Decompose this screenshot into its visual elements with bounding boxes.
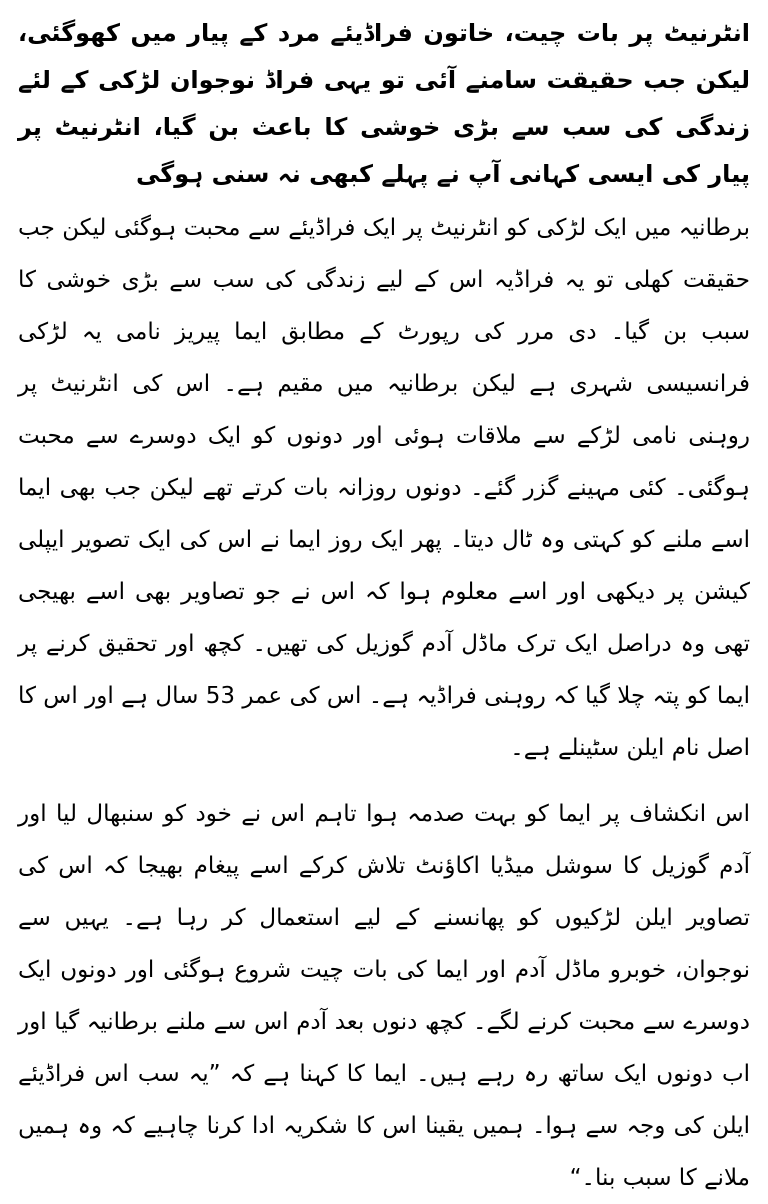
article-body — [18, 0, 750, 1204]
article-headline: انٹرنیٹ پر بات چیت، خاتون فراڈیئے مرد کے پیار میں کھوگئی، لیکن جب حقیقت سامنے آئی تو یہی فراڈ نوجوان لڑکی کے لئے زندگی کی سب سے بڑی خوشی کا باعث بن گیا، انٹرنیٹ پر پیار کی ایسی کہانی آپ نے پہلے کبھی نہ سنی ہوگی — [18, 19, 750, 188]
article-paragraph: برطانیہ میں ایک لڑکی کو انٹرنیٹ پر ایک فراڈیئے سے محبت ہوگئی لیکن جب حقیقت کھلی تو یہ فراڈیہ اس کے لیے زندگی کی سب سے بڑی خوشی کا سبب بن گیا۔ دی مرر کی رپورٹ کے مطابق ایما پیریز نامی یہ لڑکی فرانسیسی شہری ہے لیکن برطانیہ میں مقیم ہے۔ اس کی انٹرنیٹ پر روہنی نامی لڑکے سے ملاقات ہوئی اور دونوں کو ایک دوسرے سے محبت ہوگئی۔ کئی مہینے گزر گئے۔ دونوں روزانہ بات کرتے تھے لیکن جب بھی ایما اسے ملنے کو کہتی وہ ٹال دیتا۔ پھر ایک روز ایما نے اس کی ایک تصویر ایپلی کیشن پر دیکھی اور اسے معلوم ہوا کہ اس نے جو تصاویر بھی اسے بھیجی تھی وہ دراصل ایک ترک ماڈل آدم گوزیل کی تھیں۔ کچھ اور تحقیق کرنے پر ایما کو پتہ چلا گیا کہ روہنی فراڈیہ ہے۔ اس کی عمر 53 سال ہے اور اس کا اصل نام ایلن سٹینلے ہے۔ — [18, 215, 751, 761]
article-paragraph: اس انکشاف پر ایما کو بہت صدمہ ہوا تاہم اس نے خود کو سنبھال لیا اور آدم گوزیل کا سوشل میڈیا اکاﺅنٹ تلاش کرکے اسے پیغام بھیجا کہ اس کی تصاویر ایلن لڑکیوں کو پھانسنے کے لیے استعمال کر رہا ہے۔ یہیں سے نوجوان، خوبرو ماڈل آدم اور ایما کی بات چیت شروع ہوگئی اور دونوں ایک دوسرے سے محبت کرنے لگے۔ کچھ دنوں بعد آدم اس سے ملنے برطانیہ گیا اور اب دونوں ایک ساتھ رہ رہے ہیں۔ ایما کا کہنا ہے کہ ”یہ سب اس فراڈیئے ایلن کی وجہ سے ہوا۔ ہمیں یقینا اس کا شکریہ ادا کرنا چاہیے کہ وہ ہمیں ملانے کا سبب بنا۔“ — [18, 801, 750, 1191]
